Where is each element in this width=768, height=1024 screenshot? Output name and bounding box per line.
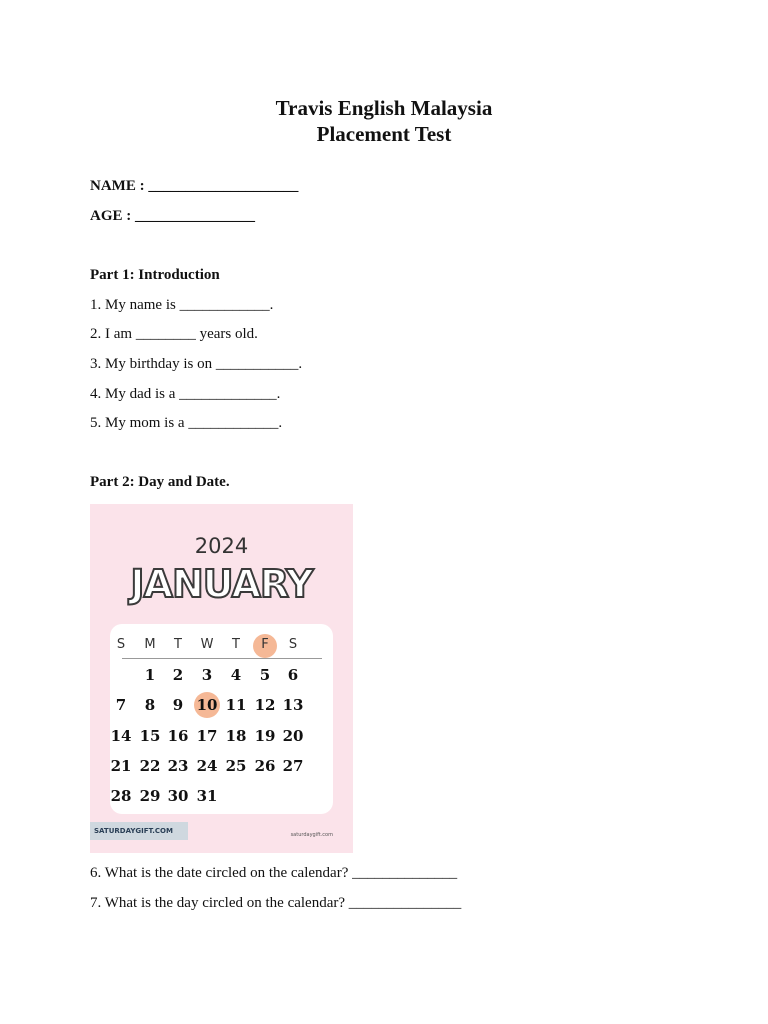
question-2: 2. I am ________ years old. [90, 326, 258, 342]
question-4: 4. My dad is a _____________. [90, 386, 281, 402]
age-field: AGE : ________________ [90, 208, 255, 224]
question-5: 5. My mom is a ____________. [90, 415, 283, 431]
weekday-label: W [200, 637, 214, 652]
calendar-day: 7 [115, 696, 127, 714]
calendar-day: 28 [110, 787, 132, 805]
calendar-day: 25 [225, 757, 247, 775]
calendar-day: 3 [201, 666, 213, 684]
calendar-day: 16 [167, 727, 189, 745]
calendar-day: 20 [282, 727, 304, 745]
question-1: 1. My name is ____________. [90, 297, 274, 313]
weekday-label: S [288, 637, 298, 652]
calendar-day: 2 [172, 666, 184, 684]
calendar-day: 24 [196, 757, 218, 775]
calendar-day: 29 [139, 787, 161, 805]
weekday-label: S [116, 637, 126, 652]
calendar-day: 5 [259, 666, 271, 684]
part1-heading: Part 1: Introduction [90, 267, 220, 283]
calendar-day: 8 [144, 696, 156, 714]
calendar-day: 9 [172, 696, 184, 714]
calendar-day: 21 [110, 757, 132, 775]
weekday-label: T [232, 637, 240, 652]
brand-small-label: saturdaygift.com [290, 832, 333, 838]
calendar-day: 4 [230, 666, 242, 684]
question-3: 3. My birthday is on ___________. [90, 356, 303, 372]
calendar-day: 15 [139, 727, 161, 745]
question-6: 6. What is the date circled on the calendar? ______________ [90, 865, 458, 881]
calendar-day: 14 [110, 727, 132, 745]
calendar-day: 17 [196, 727, 218, 745]
name-field: NAME : ____________________ [90, 178, 299, 194]
calendar-month: JANUARY [130, 562, 313, 606]
page-subtitle: Placement Test [316, 122, 452, 146]
weekday-label: T [174, 637, 182, 652]
calendar-image [90, 504, 353, 853]
part2-heading: Part 2: Day and Date. [90, 474, 230, 490]
calendar-day: 31 [196, 787, 218, 805]
calendar-day: 23 [167, 757, 189, 775]
page-title: Travis English Malaysia [275, 96, 493, 120]
brand-label: SATURDAYGIFT.COM [90, 822, 188, 840]
question-7: 7. What is the day circled on the calendar? _______________ [90, 895, 462, 911]
calendar-day: 1 [144, 666, 156, 684]
calendar-year: 2024 [194, 534, 249, 558]
calendar-divider [122, 658, 322, 659]
calendar-day: 12 [254, 696, 276, 714]
calendar-day: 13 [282, 696, 304, 714]
calendar-day: 11 [225, 696, 247, 714]
calendar-day: 6 [287, 666, 299, 684]
calendar-day: 27 [282, 757, 304, 775]
calendar-day: 19 [254, 727, 276, 745]
calendar-day: 10 [196, 696, 218, 714]
weekday-row [110, 637, 333, 657]
calendar-day: 26 [254, 757, 276, 775]
calendar-day: 22 [139, 757, 161, 775]
weekday-label: F [261, 637, 269, 652]
calendar-day: 30 [167, 787, 189, 805]
calendar-day: 18 [225, 727, 247, 745]
weekday-label: M [144, 637, 156, 652]
